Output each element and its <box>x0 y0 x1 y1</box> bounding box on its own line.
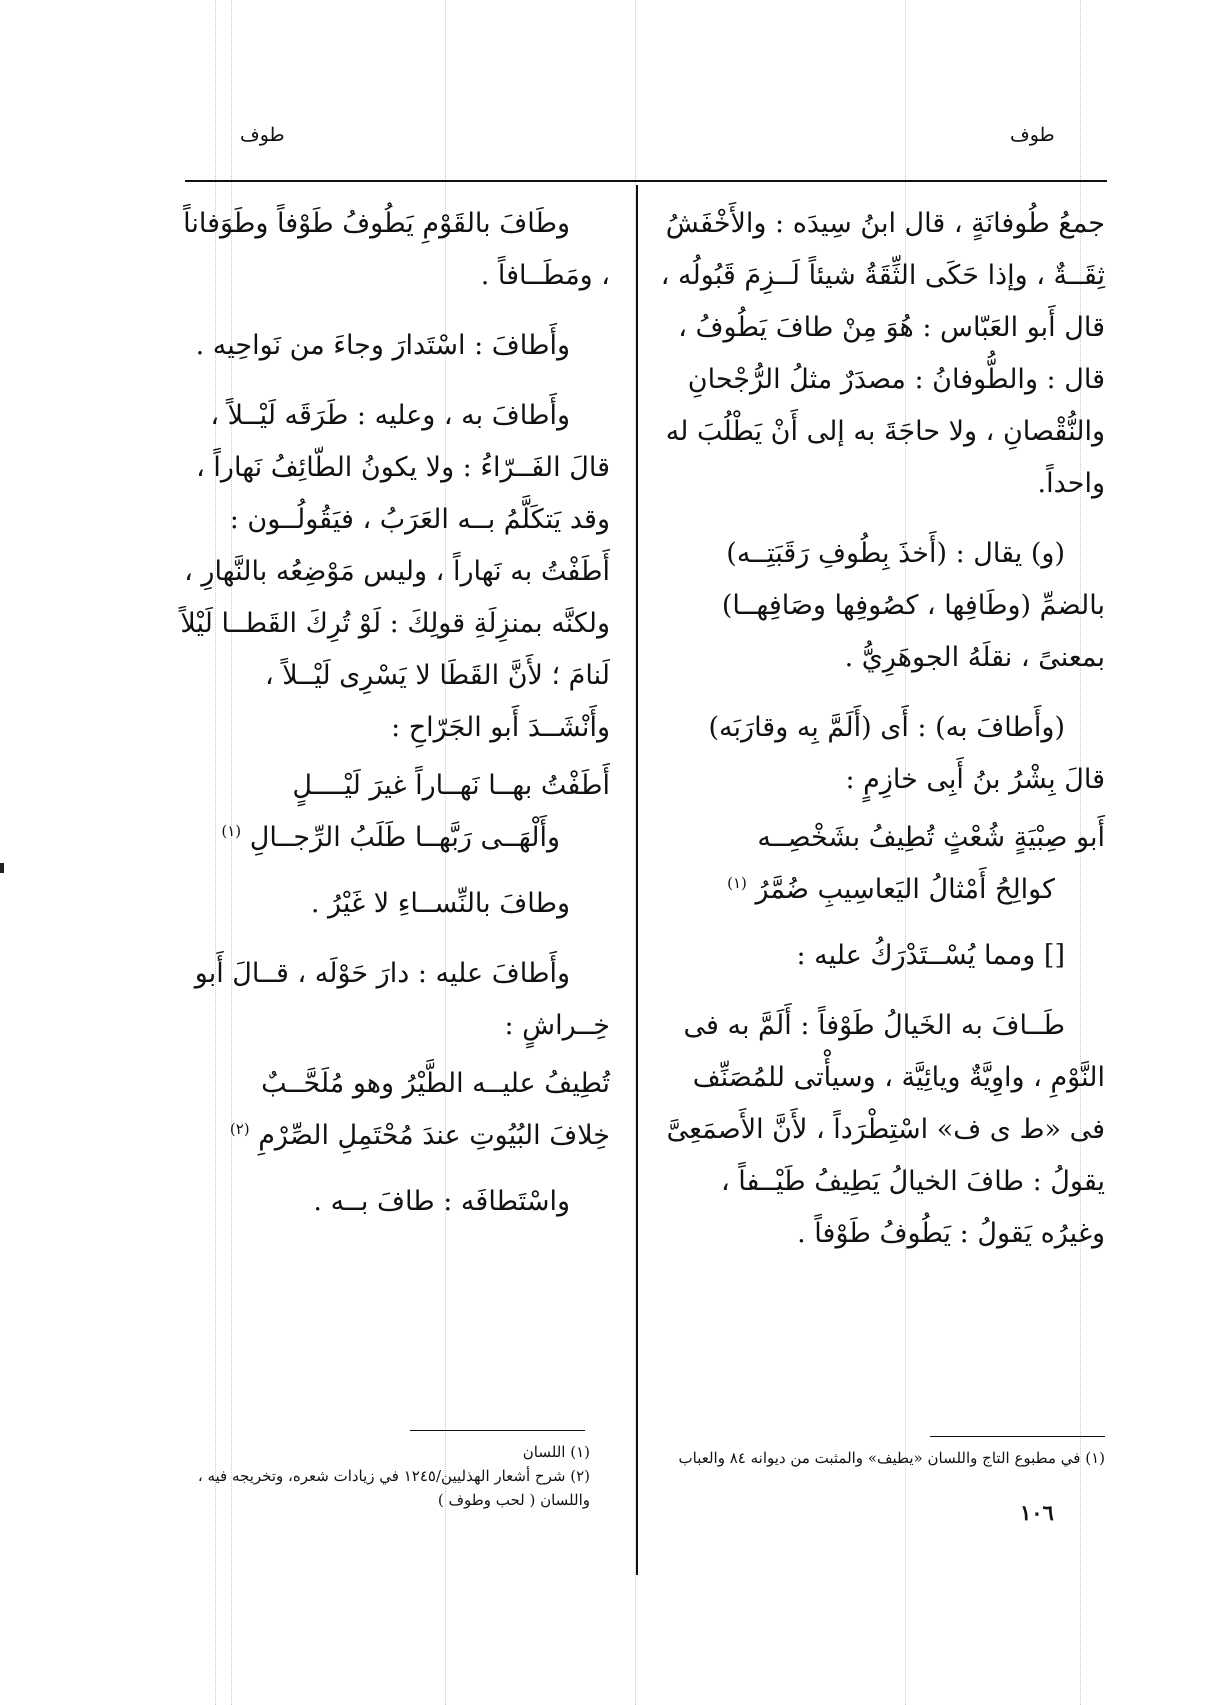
footnote-ref: (١) <box>727 874 747 892</box>
left-verse-2-line-2-text: خِلافَ البُيُوتِ عندَ مُحْتَمِلِ الصِّرْمِ <box>258 1120 610 1151</box>
left-paragraph-khirash: وأَطافَ عليه : دارَ حَوْلَه ، قــالَ أَبو خِــراشٍ : <box>194 958 610 1041</box>
left-paragraph-1: وطَافَ بالقَوْمِ يَطُوفُ طَوْفاً وطَوَفاناً ، ومَطَــافاً . <box>183 208 610 291</box>
footnote-ref: (١) <box>221 822 242 840</box>
footnote-right-1: (١) في مطبوع التاج واللسان «يطيف» والمثبت من ديوانه ٨٤ والعباب <box>678 1449 1105 1467</box>
left-verse-1-line-2 <box>178 812 610 864</box>
left-final-line: واسْتَطافَه : طافَ بــه . <box>313 1186 570 1217</box>
footnotes-right <box>660 1446 1105 1470</box>
left-after-verse-1: وطافَ بالنِّســاءِ لا غَيْرُ . <box>310 888 570 919</box>
right-verse-1-line-1: أَبو صِبْيَةٍ شُعْثٍ تُطِيفُ بشَخْصِــه <box>757 822 1105 853</box>
footnote-ref: (٢) <box>229 1120 250 1138</box>
footnote-left-1: (١) اللسان <box>522 1443 590 1461</box>
page-number: ١٠٦ <box>1020 1500 1054 1525</box>
footnotes-left <box>160 1440 590 1512</box>
left-column <box>178 198 610 1246</box>
right-paragraph-1: جمعُ طُوفانَةٍ ، قال ابنُ سِيدَه : والأَخْفَشُ ثِقَــةٌ ، وإذا حَكَى الثِّقَةُ شيئاً لَــزِمَ قَبُولُه ، قال أَبو العَبّاس : هُوَ مِنْ طافَ يَطُوفُ ، قال : والطُّوفانُ : مصدَرٌ مثلُ الرُّجْحانِ والنُّقْصانِ ، ولا حاجَةَ به إلى أَنْ يَطْلُبَ له واحداً. <box>660 208 1105 499</box>
footnote-rule-left <box>410 1430 585 1431</box>
right-verse-1-line-2-text: كوالِحُ أَمْثالُ اليَعاسِيبِ ضُمَّرُ <box>755 874 1055 905</box>
left-paragraph-2: وأَطافَ : اسْتَدارَ وجاءَ من نَواحِيه . <box>195 330 570 361</box>
scan-edge-mark <box>0 863 4 873</box>
footnote-left-2: (٢) شرح أشعار الهذليين/١٢٤٥ في زيادات شعره، وتخريجه فيه ، واللسان ( لحب وطوف ) <box>197 1467 590 1509</box>
running-head-right: طوف <box>1010 124 1055 146</box>
left-paragraph-3: وأَطافَ به ، وعليه : طَرَقَه لَيْــلاً ، قالَ الفَــرّاءُ : ولا يكونُ الطّائِفُ نَهاراً ، وقد يَتكَلَّمُ بــه العَرَبُ ، فيَقُولُــون : أَطَفْتُ به نَهاراً ، وليس مَوْضِعُه بالنَّهارِ ، ولكنَّه بمنزِلَةِ قولِكَ : لَوْ تُرِكَ القَطــا لَيْلاً لَنامَ ؛ لأَنَّ القَطَا لا يَسْرِى لَيْــلاً ، وأَنْشَــدَ أَبو الجَرّاحِ : <box>180 400 610 743</box>
left-verse-1-line-1: أَطَفْتُ بهــا نَهــاراً غيرَ لَيْــــلٍ <box>292 770 610 801</box>
left-verse-2-line-2 <box>178 1110 610 1162</box>
right-paragraph-2: (و) يقال : (أَخذَ بِطُوفِ رَقَبَتِــه) بالضمِّ (وطَافِها ، كصُوفِها وصَافِهــا) بمعنىً ، نقلَهُ الجوهَرِيُّ . <box>721 538 1105 673</box>
right-paragraph-3: (وأَطافَ به) : أَى (أَلَمَّ بِه وقارَبَه) قالَ بِشْرُ بنُ أَبِى خازِمٍ : <box>708 712 1105 795</box>
header-rule <box>185 180 1107 182</box>
running-head-left: طوف <box>240 124 285 146</box>
column-divider <box>636 185 638 1575</box>
right-column <box>660 198 1105 1278</box>
left-verse-2-line-1: تُطِيفُ عليــه الطَّيْرُ وهو مُلَحَّــبٌ <box>261 1068 610 1099</box>
mustadrak-heading: [] ومما يُسْــتَدْرَكُ عليه : <box>796 940 1065 971</box>
right-verse-1-line-2 <box>660 864 1105 916</box>
right-paragraph-final: طَــافَ به الخَيالُ طَوْفاً : أَلَمَّ به فى النَّوْمِ ، واوِيَّةٌ ويائِيَّة ، وسيأْتى للمُصَنِّف فى «ط ى ف» اسْتِطْرَداً ، لأَنَّ الأَصمَعِىَّ يقولُ : طافَ الخيالُ يَطِيفُ طَيْــفاً ، وغيرُه يَقولُ : يَطُوفُ طَوْفاً . <box>666 1010 1105 1249</box>
left-verse-1-line-2-text: وأَلْهَــى رَبَّهــا طَلَبُ الرِّجــالِ <box>249 822 560 853</box>
footnote-rule-right <box>930 1436 1105 1437</box>
